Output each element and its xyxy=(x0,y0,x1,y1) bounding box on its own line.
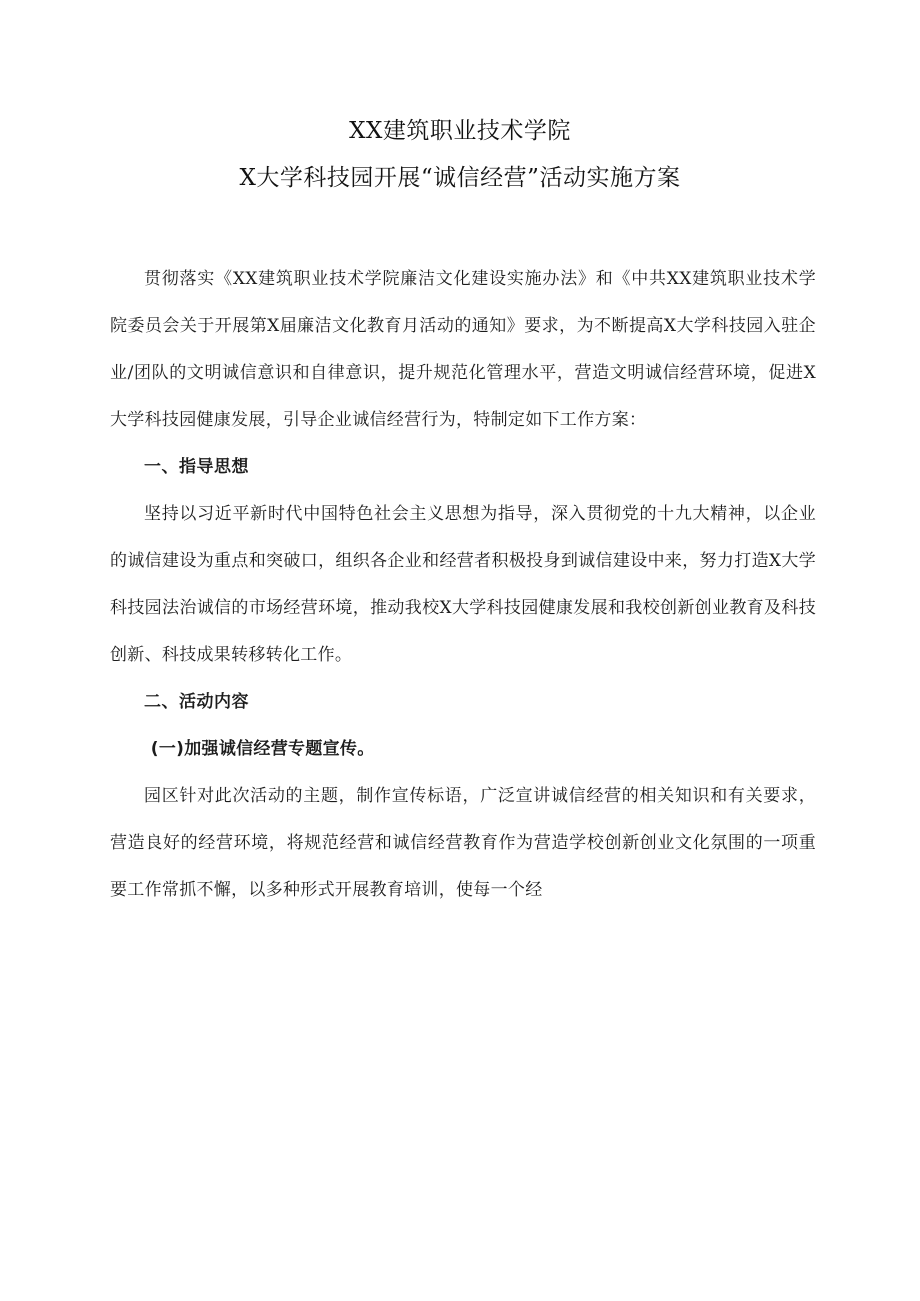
section-heading-guiding-ideology: 一、指导思想 xyxy=(144,457,249,477)
document-body xyxy=(110,256,816,914)
document-title-institution: XX建筑职业技术学院 xyxy=(349,118,571,144)
document-title-plan: X大学科技园开展“诚信经营”活动实施方案 xyxy=(239,165,681,191)
guiding-ideology-paragraph: 坚持以习近平新时代中国特色社会主义思想为指导，深入贯彻党的十九大精神，以企业的诚信建设为重点和突破口，组织各企业和经营者积极投身到诚信建设中来，努力打造X大学科技园法治诚信的市场经营环境，推动我校X大学科技园健康发展和我校创新创业教育及科技创新、科技成果转移转化工作。 xyxy=(110,504,816,665)
subsection-heading-publicity: (一)加强诚信经营专题宣传。 xyxy=(150,739,375,759)
section-heading-activity-content: 二、活动内容 xyxy=(144,692,249,712)
intro-paragraph: 贯彻落实《XX建筑职业技术学院廉洁文化建设实施办法》和《中共XX建筑职业技术学院委员会关于开展第X届廉洁文化教育月活动的通知》要求，为不断提高X大学科技园入驻企业/团队的文明诚信意识和自律意识，提升规范化管理水平，营造文明诚信经营环境，促进X大学科技园健康发展，引导企业诚信经营行为，特制定如下工作方案： xyxy=(110,269,816,430)
publicity-paragraph: 园区针对此次活动的主题，制作宣传标语，广泛宣讲诚信经营的相关知识和有关要求，营造良好的经营环境，将规范经营和诚信经营教育作为营造学校创新创业文化氛围的一项重要工作常抓不懈，以多种形式开展教育培训，使每一个经 xyxy=(110,786,816,900)
